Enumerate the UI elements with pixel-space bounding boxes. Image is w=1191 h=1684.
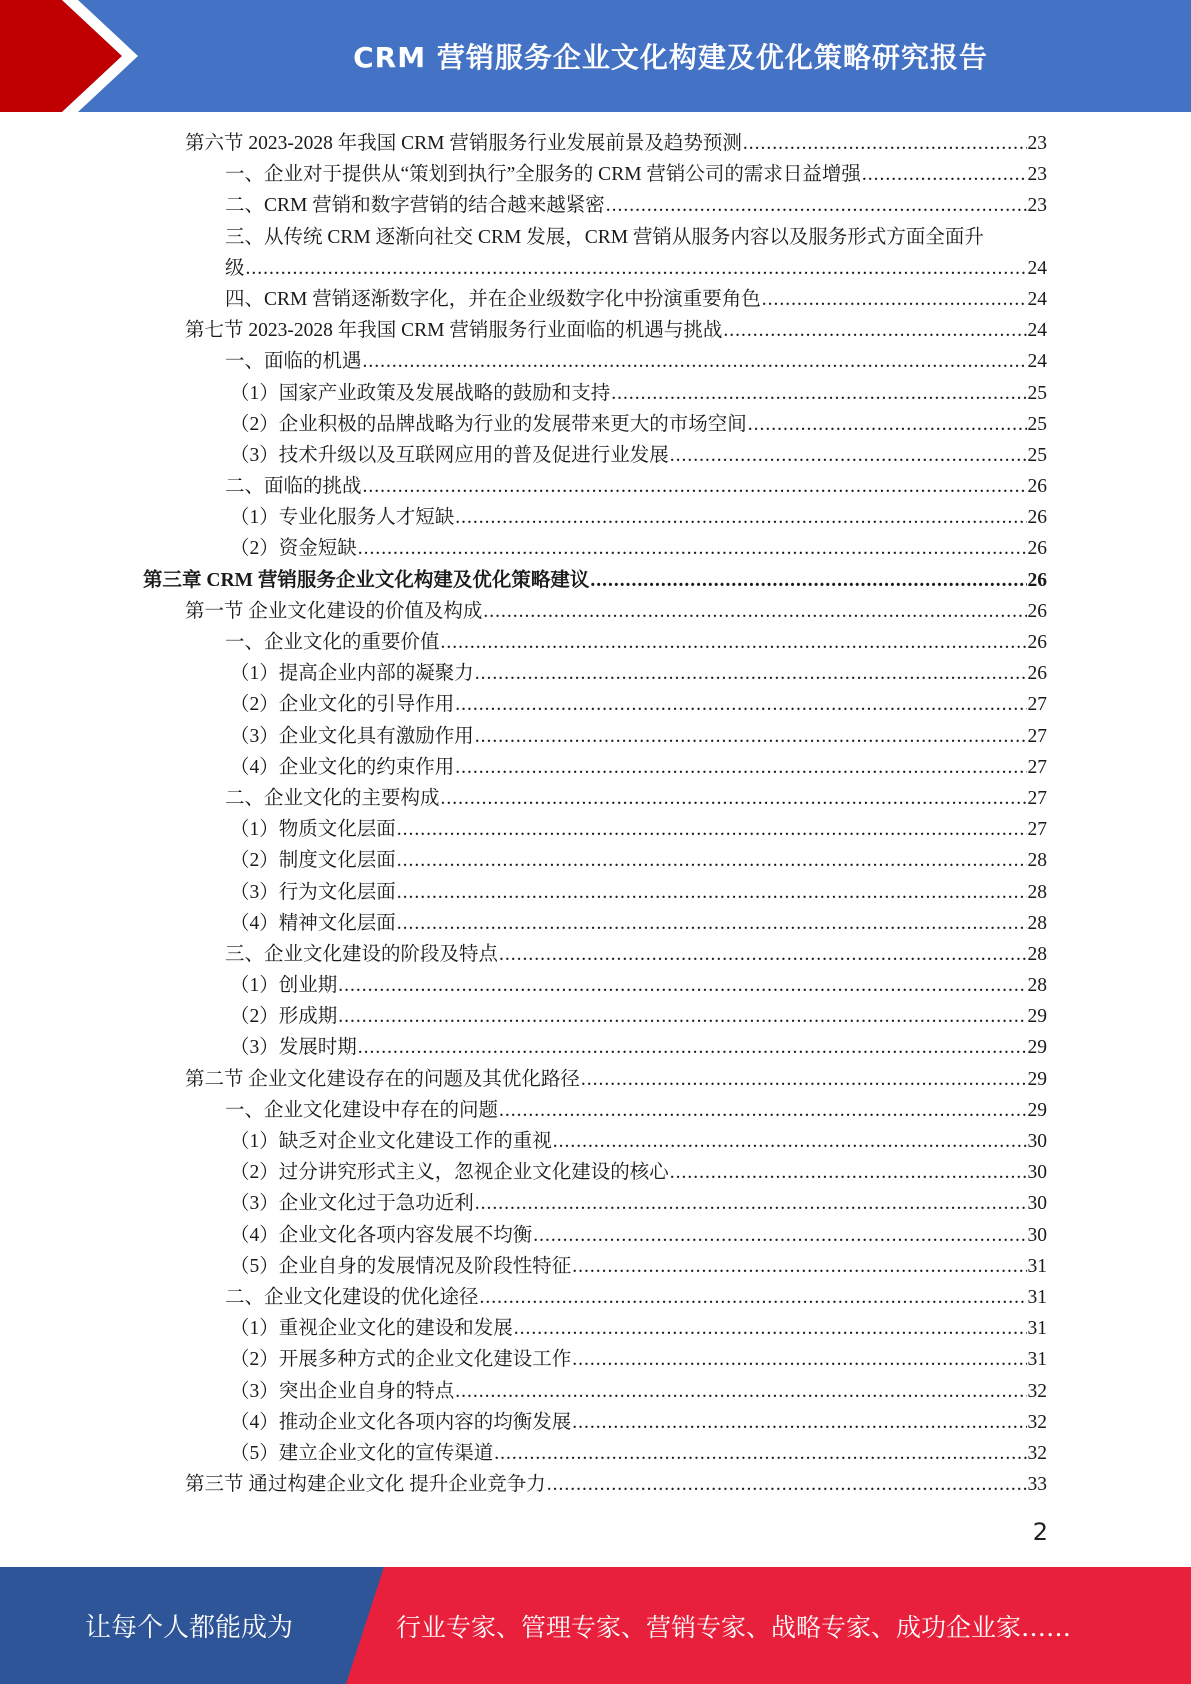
toc-entry[interactable]	[0, 877, 1191, 908]
toc-leader-dots	[358, 1032, 1027, 1063]
toc-leader-dots	[441, 783, 1027, 814]
toc-entry[interactable]	[0, 1095, 1191, 1126]
toc-leader-dots	[480, 1282, 1027, 1313]
toc-leader-dots	[723, 315, 1026, 346]
toc-leader-dots	[748, 409, 1027, 440]
toc-entry-text: （2）企业积极的品牌战略为行业的发展带来更大的市场空间	[230, 413, 747, 435]
toc-page-number: 26	[1027, 476, 1047, 498]
toc-entry[interactable]	[0, 627, 1191, 658]
toc-entry-text: 一、企业对于提供从“策划到执行”全服务的 CRM 营销公司的需求日益增强	[225, 164, 861, 186]
toc-entry[interactable]	[0, 689, 1191, 720]
toc-entry[interactable]	[0, 502, 1191, 533]
toc-entry[interactable]	[0, 533, 1191, 564]
toc-entry-text: 二、企业文化的主要构成	[225, 787, 440, 809]
toc-page-number: 24	[1027, 351, 1047, 373]
toc-leader-dots	[475, 721, 1027, 752]
toc-page-number: 30	[1027, 1193, 1047, 1215]
toc-page-number: 27	[1027, 725, 1047, 747]
toc-entry-text: （1）物质文化层面	[230, 819, 396, 841]
toc-entry-text: 三、企业文化建设的阶段及特点	[225, 943, 499, 965]
toc-entry-text: （2）资金短缺	[230, 538, 357, 560]
toc-entry[interactable]	[0, 346, 1191, 377]
toc-entry-text: （3）企业文化过于急功近利	[230, 1193, 474, 1215]
toc-entry[interactable]	[0, 721, 1191, 752]
toc-leader-dots	[483, 596, 1026, 627]
toc-entry-text: （2）过分讲究形式主义，忽视企业文化建设的核心	[230, 1162, 669, 1184]
toc-entry[interactable]	[0, 1032, 1191, 1063]
toc-page-number: 26	[1027, 569, 1047, 591]
toc-leader-dots	[455, 689, 1026, 720]
toc-entry-text: （2）企业文化的引导作用	[230, 694, 455, 716]
toc-entry[interactable]	[0, 315, 1191, 346]
toc-chapter-entry[interactable]	[0, 565, 1191, 596]
toc-leader-dots	[475, 1188, 1027, 1219]
toc-entry-text: （3）行为文化层面	[230, 881, 396, 903]
toc-page-number: 26	[1027, 538, 1047, 560]
toc-page-number: 25	[1027, 444, 1047, 466]
toc-page-number: 29	[1027, 1006, 1047, 1028]
toc-entry-text: （1）提高企业内部的凝聚力	[230, 663, 474, 685]
toc-entry-text: （4）企业文化各项内容发展不均衡	[230, 1224, 533, 1246]
toc-entry-text: （2）形成期	[230, 1006, 338, 1028]
toc-leader-dots	[499, 939, 1026, 970]
toc-entry[interactable]	[0, 1407, 1191, 1438]
toc-leader-dots	[606, 190, 1027, 221]
toc-entry[interactable]	[0, 845, 1191, 876]
toc-entry-text: 一、企业文化的重要价值	[225, 632, 440, 653]
toc-entry-text: 一、企业文化建设中存在的问题	[225, 1099, 499, 1121]
toc-page-number: 24	[1027, 288, 1047, 310]
toc-page-number: 33	[1027, 1474, 1047, 1496]
toc-entry[interactable]	[0, 1188, 1191, 1219]
toc-page-number: 31	[1027, 1286, 1047, 1308]
toc-entry[interactable]	[0, 471, 1191, 502]
toc-entry[interactable]	[0, 1251, 1191, 1282]
toc-entry-text: （4）企业文化的约束作用	[230, 756, 455, 778]
toc-page-number: 30	[1027, 1131, 1047, 1152]
toc-entry[interactable]	[0, 440, 1191, 471]
toc-page-number: 31	[1027, 1318, 1047, 1340]
toc-entry[interactable]	[0, 658, 1191, 689]
toc-entry[interactable]	[0, 596, 1191, 627]
toc-page-number: 28	[1027, 943, 1047, 965]
toc-entry[interactable]	[0, 939, 1191, 970]
toc-page-number: 26	[1027, 663, 1047, 685]
toc-entry-text: 第三章 CRM 营销服务企业文化构建及优化策略建议	[143, 569, 590, 591]
toc-page-number: 27	[1027, 694, 1047, 716]
toc-page-number: 28	[1027, 912, 1047, 934]
toc-page-number: 32	[1027, 1411, 1047, 1433]
toc-leader-dots	[397, 908, 1027, 939]
toc-entry[interactable]	[0, 1126, 1191, 1157]
toc-page-number: 25	[1027, 413, 1047, 435]
toc-page-number: 32	[1027, 1442, 1047, 1464]
toc-entry-text: 第一节 企业文化建设的价值及构成	[185, 600, 483, 622]
page-number: 2	[1032, 1518, 1048, 1546]
toc-leader-dots	[358, 533, 1027, 564]
toc-leader-dots	[455, 752, 1026, 783]
toc-page-number: 23	[1027, 164, 1047, 186]
toc-entry[interactable]	[0, 128, 1191, 159]
report-title: CRM 营销服务企业文化构建及优化策略研究报告	[353, 41, 988, 74]
toc-entry-text: 第二节 企业文化建设存在的问题及其优化路径	[185, 1068, 580, 1090]
toc-page-number: 26	[1027, 632, 1047, 653]
toc-entry-text: （3）发展时期	[230, 1037, 357, 1059]
toc-entry-continuation[interactable]	[0, 253, 1191, 284]
toc-page-number: 29	[1027, 1037, 1047, 1059]
toc-leader-dots	[363, 346, 1027, 377]
toc-leader-dots	[475, 658, 1027, 689]
toc-page-number: 29	[1027, 1068, 1047, 1090]
toc-entry[interactable]	[0, 222, 1191, 253]
toc-page-number: 27	[1027, 819, 1047, 841]
toc-entry[interactable]	[0, 1157, 1191, 1188]
toc-leader-dots	[397, 814, 1027, 845]
toc-page-number: 25	[1027, 382, 1047, 404]
toc-leader-dots	[494, 1438, 1026, 1469]
toc-leader-dots	[743, 128, 1027, 159]
toc-entry[interactable]	[0, 814, 1191, 845]
footer-slogan-left: 让每个人都能成为	[84, 1613, 293, 1643]
toc-leader-dots	[455, 502, 1026, 533]
toc-leader-dots	[590, 565, 1026, 596]
header-chevron-decoration	[0, 0, 160, 112]
toc-page-number: 29	[1027, 1099, 1047, 1121]
toc-leader-dots	[514, 1313, 1027, 1344]
toc-entry-text: （1）专业化服务人才短缺	[230, 507, 455, 529]
page-header	[0, 0, 1191, 112]
toc-leader-dots	[611, 378, 1026, 409]
toc-entry[interactable]	[0, 1001, 1191, 1032]
toc-entry-text: （1）创业期	[230, 975, 338, 997]
toc-leader-dots	[397, 877, 1027, 908]
toc-entry-text: 第六节 2023-2028 年我国 CRM 营销服务行业发展前景及趋势预测	[185, 133, 742, 154]
toc-entry[interactable]	[0, 1064, 1191, 1095]
toc-entry[interactable]	[0, 159, 1191, 190]
toc-entry[interactable]	[0, 378, 1191, 409]
toc-page-number: 27	[1027, 787, 1047, 809]
toc-entry-text: （1）重视企业文化的建设和发展	[230, 1318, 513, 1340]
toc-entry-text: （5）企业自身的发展情况及阶段性特征	[230, 1255, 572, 1277]
toc-entry-text: 三、从传统 CRM 逐渐向社交 CRM 发展，CRM 营销从服务内容以及服务形式方面全面升	[225, 226, 984, 248]
page-footer	[0, 1567, 1191, 1684]
toc-leader-dots	[572, 1251, 1026, 1282]
toc-leader-dots	[572, 1407, 1026, 1438]
toc-page-number: 23	[1027, 195, 1047, 217]
toc-entry[interactable]	[0, 1438, 1191, 1469]
toc-entry[interactable]	[0, 284, 1191, 315]
toc-page-number: 23	[1027, 133, 1047, 154]
toc-entry-text: （4）推动企业文化各项内容的均衡发展	[230, 1411, 572, 1433]
toc-entry[interactable]	[0, 1220, 1191, 1251]
toc-entry-text: 二、CRM 营销和数字营销的结合越来越紧密	[225, 195, 605, 217]
toc-entry-text: 四、CRM 营销逐渐数字化，并在企业级数字化中扮演重要角色	[225, 288, 761, 310]
toc-entry-text: 二、企业文化建设的优化途径	[225, 1286, 479, 1308]
toc-entry-text: （2）制度文化层面	[230, 850, 396, 872]
toc-page-number: 31	[1027, 1255, 1047, 1277]
toc-leader-dots	[338, 970, 1026, 1001]
toc-entry-text: 第七节 2023-2028 年我国 CRM 营销服务行业面临的机遇与挑战	[185, 320, 723, 342]
toc-leader-dots	[397, 845, 1027, 876]
toc-entry-text: （5）建立企业文化的宣传渠道	[230, 1442, 494, 1464]
toc-page-number: 27	[1027, 756, 1047, 778]
toc-entry-text: 二、面临的挑战	[225, 476, 362, 498]
toc-page-number: 31	[1027, 1349, 1047, 1371]
toc-leader-dots	[499, 1095, 1026, 1126]
toc-leader-dots	[762, 284, 1027, 315]
toc-page-number: 32	[1027, 1380, 1047, 1402]
toc-page-number: 28	[1027, 850, 1047, 872]
toc-entry[interactable]	[0, 1344, 1191, 1375]
toc-leader-dots	[246, 253, 1027, 284]
toc-entry[interactable]	[0, 908, 1191, 939]
toc-page-number: 30	[1027, 1162, 1047, 1184]
toc-leader-dots	[572, 1344, 1026, 1375]
toc-page-number: 28	[1027, 975, 1047, 997]
toc-entry[interactable]	[0, 1282, 1191, 1313]
toc-page-number: 24	[1027, 257, 1047, 279]
toc-leader-dots	[553, 1126, 1027, 1157]
toc-entry-text: 一、面临的机遇	[225, 351, 362, 373]
toc-entry-text: （1）国家产业政策及发展战略的鼓励和支持	[230, 382, 611, 404]
toc-leader-dots	[547, 1469, 1027, 1500]
toc-leader-dots	[441, 627, 1027, 658]
toc-entry[interactable]	[0, 1376, 1191, 1407]
toc-entry-text: （3）技术升级以及互联网应用的普及促进行业发展	[230, 444, 669, 466]
toc-entry-text: （1）缺乏对企业文化建设工作的重视	[230, 1131, 552, 1152]
toc-leader-dots	[363, 471, 1027, 502]
toc-page-number: 26	[1027, 600, 1047, 622]
toc-page-number: 24	[1027, 320, 1047, 342]
toc-leader-dots	[338, 1001, 1026, 1032]
toc-entry-text: （4）精神文化层面	[230, 912, 396, 934]
toc-leader-dots	[670, 1157, 1027, 1188]
toc-entry[interactable]	[0, 190, 1191, 221]
toc-entry[interactable]	[0, 409, 1191, 440]
toc-entry-text: （3）企业文化具有激励作用	[230, 725, 474, 747]
toc-page-number: 26	[1027, 507, 1047, 529]
toc-entry-text: 级	[225, 257, 245, 279]
footer-slogan-right: 行业专家、管理专家、营销专家、战略专家、成功企业家……	[396, 1612, 1072, 1642]
table-of-contents	[0, 128, 1191, 1500]
toc-leader-dots	[455, 1376, 1026, 1407]
toc-leader-dots	[670, 440, 1027, 471]
toc-page-number: 30	[1027, 1224, 1047, 1246]
toc-entry[interactable]	[0, 1313, 1191, 1344]
toc-leader-dots	[533, 1220, 1026, 1251]
toc-entry-text: （2）开展多种方式的企业文化建设工作	[230, 1349, 572, 1371]
toc-entry[interactable]	[0, 752, 1191, 783]
toc-entry-text: 第三节 通过构建企业文化 提升企业竞争力	[185, 1474, 546, 1496]
toc-leader-dots	[862, 159, 1027, 190]
toc-entry[interactable]	[0, 1469, 1191, 1500]
toc-entry-text: （3）突出企业自身的特点	[230, 1380, 455, 1402]
toc-entry[interactable]	[0, 970, 1191, 1001]
toc-entry[interactable]	[0, 783, 1191, 814]
toc-leader-dots	[581, 1064, 1027, 1095]
toc-page-number: 28	[1027, 881, 1047, 903]
